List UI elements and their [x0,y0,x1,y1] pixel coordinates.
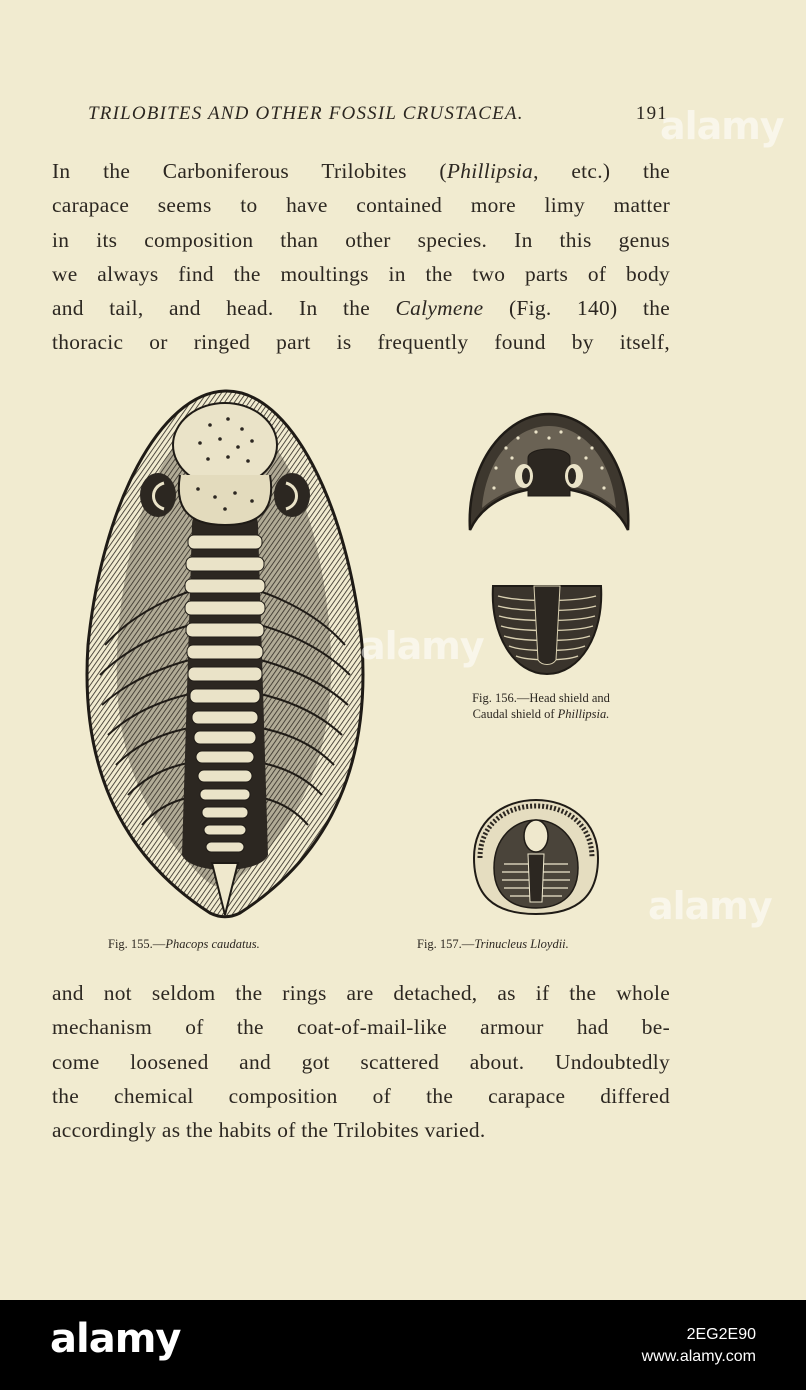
site-url: www.alamy.com [641,1348,756,1365]
paragraph-1 [52,154,670,360]
text-line: and tail, and head. In the Calymene (Fig. 140) the [52,296,670,321]
page-number: 191 [635,103,668,124]
phillipsia-caudal-shield-illustration [490,580,604,678]
figure-155-caption: Fig. 155.—Phacops caudatus. [108,937,260,951]
watermark-text: alamy [660,104,784,148]
image-id: 2EG2E90 [686,1326,756,1343]
text-line: the chemical composition of the carapace differed [52,1083,670,1108]
text-line: thoracic or ringed part is frequently found by itself, [52,330,670,355]
text-line: carapace seems to have contained more limy matter [52,193,670,218]
paragraph-2 [52,976,670,1147]
text-line: and not seldom the rings are detached, as if the whole [52,981,670,1005]
figure-156-caption: Fig. 156.—Head shield and Caudal shield of Phillipsia. [472,691,610,721]
running-head-title: TRILOBITES AND OTHER FOSSIL CRUSTACEA. [88,103,524,124]
trinucleus-lloydii-illustration [470,798,602,918]
watermark-text: alamy [360,624,484,668]
text-line: mechanism of the coat-of-mail-like armour had be- [52,1015,670,1040]
phillipsia-head-shield-illustration [466,408,632,538]
text-line: in its composition than other species. In this genus [52,227,670,252]
text-line: come loosened and got scattered about. Undoubtedly [52,1049,670,1074]
text-line: In the Carboniferous Trilobites (Phillipsia, etc.) the [52,159,670,183]
figure-157-caption: Fig. 157.—Trinucleus Lloydii. [417,937,569,951]
running-head [88,103,668,125]
text-line: we always find the moultings in the two parts of body [52,261,670,286]
phacops-caudatus-illustration [80,385,370,920]
text-line: accordingly as the habits of the Trilobites varied. [52,1118,486,1143]
image-id-block [642,1324,756,1368]
alamy-logo: alamy [50,1316,181,1362]
watermark-text: alamy [648,884,772,928]
